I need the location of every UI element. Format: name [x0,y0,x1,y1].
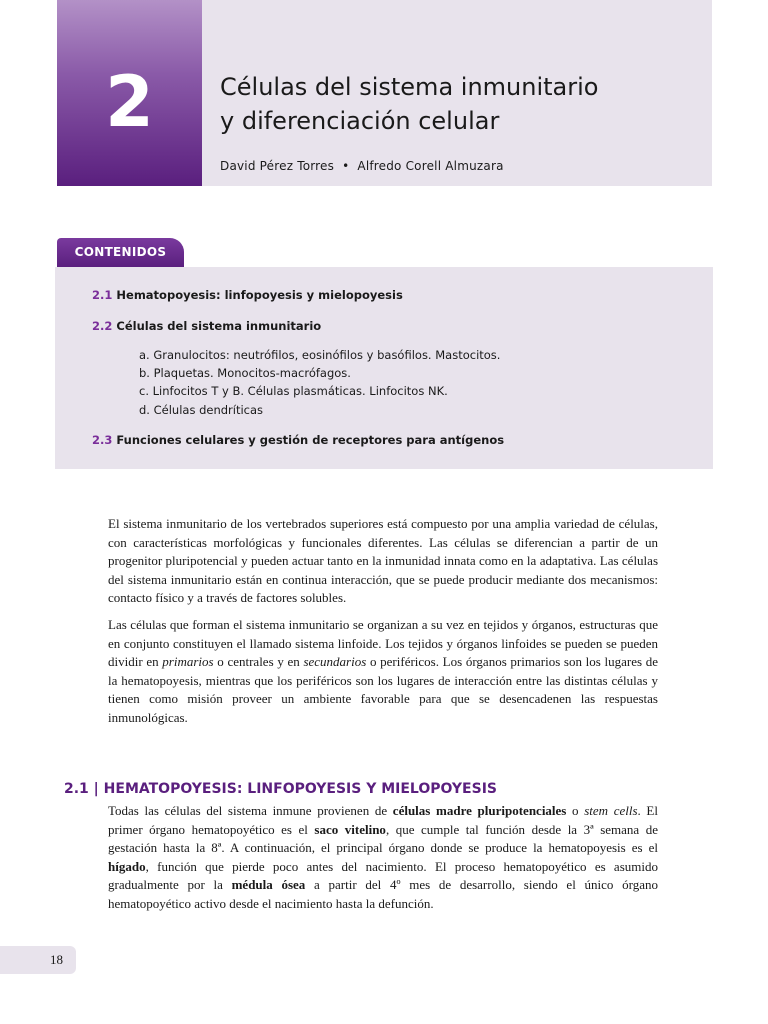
toc-item-number: 2.1 [92,288,113,302]
bold-term: células madre pluripotenciales [392,803,567,818]
page-number-tab [0,946,76,974]
text-run: a partir del 4º mes de desarrollo, siendo el único órgano hematopoyético activo desde el nacimiento hasta la defunción. [108,877,658,911]
toc-item-2-1[interactable] [92,288,403,302]
chapter-number-box [57,0,202,186]
text-run: . El primer órgano hematopoyético es el [108,803,658,837]
text-run: , función que pierde poco antes del nacimiento. El proceso hematopoyético es asumido gradualmente por la [108,858,658,892]
chapter-title-line-2: y diferenciación celular [220,107,500,135]
bold-term: médula ósea [231,877,306,892]
toc-item-number: 2.3 [92,433,113,447]
toc-item-2-2[interactable] [92,319,321,333]
toc-subitem-c: c. Linfocitos T y B. Células plasmáticas. Linfocitos NK. [139,384,448,398]
text-run: o [566,803,585,818]
text-run: , que cumple tal función desde la 3ª semana de gestación hasta la 8ª. A continuación, el principal órgano donde se produce la hematopoyesis es el [108,821,658,855]
toc-item-2-3[interactable] [92,433,504,447]
section-heading-2-1: 2.1 | HEMATOPOYESIS: LINFOPOYESIS Y MIELOPOYESIS [64,781,497,797]
page-number: 18 [50,952,63,967]
contents-tab: CONTENIDOS [57,238,184,267]
emphasis-term: primarios [162,654,214,669]
chapter-title [220,70,598,138]
emphasis-term: stem cells [584,803,638,818]
chapter-number: 2 [105,61,154,143]
chapter-title-line-1: Células del sistema inmunitario [220,73,599,101]
text-run: o centrales y en [213,654,304,669]
toc-item-number: 2.2 [92,319,113,333]
toc-item-label: Funciones celulares y gestión de receptores para antígenos [116,433,505,447]
text-run: Todas las células del sistema inmune provienen de [108,803,393,818]
text-run: Las células que forman el sistema inmunitario se organizan a su vez en tejidos y órganos, estructuras que en conjunto constituyen el llamado sistema linfoide. Los tejidos y órganos linfoides se pueden se pueden dividir en [108,617,658,669]
section-paragraph [108,802,658,913]
bold-term: hígado [108,858,146,874]
toc-subitem-d: d. Células dendríticas [139,403,264,417]
intro-paragraph-1: El sistema inmunitario de los vertebrados superiores está compuesto por una amplia variedad de células, con características morfológicas y funcionales diferentes. Las células se diferencian a partir de un progenitor pluripotencial y pueden actuar tanto en la inmunidad innata como en la adaptativa. Las células del sistema inmunitario están en continua interacción, que se puede producir mediante dos mecanismos: contacto físico y a través de factores solubles. [108,516,658,605]
toc-item-label: Células del sistema inmunitario [116,319,322,333]
toc-subitem-b: b. Plaquetas. Monocitos-macrófagos. [139,366,351,380]
toc-item-label: Hematopoyesis: linfopoyesis y mielopoyesis [116,288,403,302]
toc-subitem-a: a. Granulocitos: neutrófilos, eosinófilos y basófilos. Mastocitos. [139,348,501,362]
intro-paragraph-2 [108,616,658,727]
contents-box [55,267,713,469]
chapter-authors: David Pérez Torres • Alfredo Corell Almuzara [220,159,504,173]
text-run: o periféricos. Los órganos primarios son los lugares de la hematopoyesis, mientras que los periféricos son los lugares de interacción entre las distintas células y tienen como misión proveer un ambiente favorable para que se desencadenen las respuestas inmunológicas. [108,654,659,725]
bold-term: saco vitelino [314,821,386,837]
emphasis-term: secundarios [303,654,367,669]
